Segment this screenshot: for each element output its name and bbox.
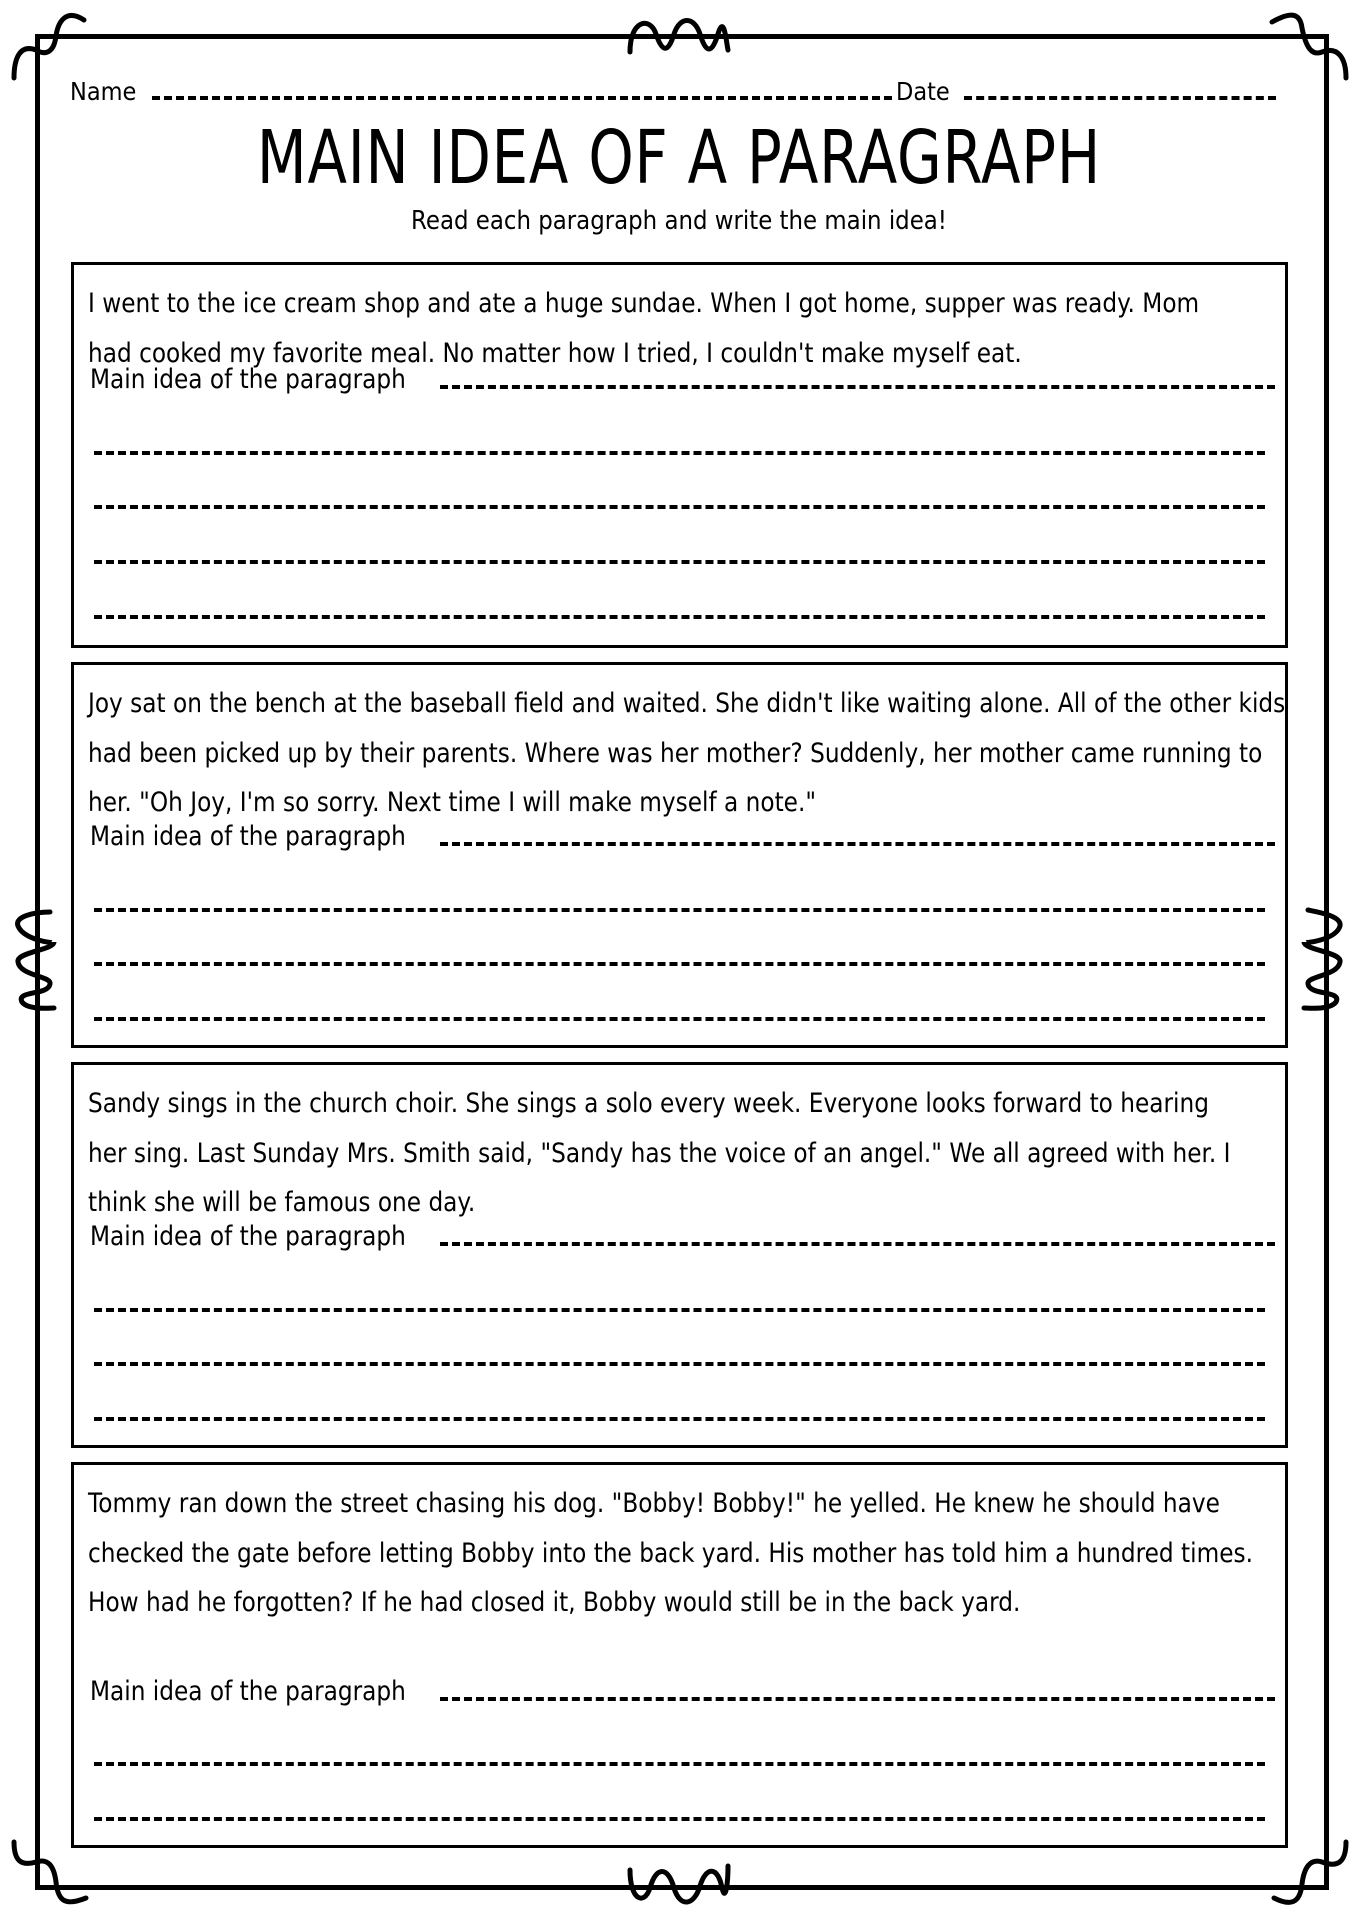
answer-line[interactable] xyxy=(94,1362,1265,1366)
date-field[interactable] xyxy=(964,96,1276,100)
answer-line[interactable] xyxy=(94,1017,1265,1021)
paragraph-box-4 xyxy=(71,1462,1288,1848)
paragraph-box-1 xyxy=(71,262,1288,648)
answer-line[interactable] xyxy=(94,962,1265,966)
answer-line[interactable] xyxy=(94,1817,1265,1821)
answer-line[interactable] xyxy=(94,451,1265,455)
paragraph-text: Sandy sings in the church choir. She sings a solo every week. Everyone looks forward to hearing her sing. Last Sunday Mrs. Smith said, "Sandy has the voice of an angel." We all agreed with her. I think she will be famous one day. xyxy=(88,1088,1231,1218)
answer-row xyxy=(90,1212,1275,1252)
paragraph-text: I went to the ice cream shop and ate a huge sundae. When I got home, supper was ready. Mom had cooked my favorite meal. No matter how I tried, I couldn't make myself eat. xyxy=(88,288,1200,369)
answer-prompt: Main idea of the paragraph xyxy=(90,364,406,395)
name-field[interactable] xyxy=(152,96,892,100)
answer-line[interactable] xyxy=(94,1308,1265,1312)
answer-row xyxy=(90,355,1275,395)
answer-prompt: Main idea of the paragraph xyxy=(90,1221,406,1252)
paragraph-box-2 xyxy=(71,662,1288,1048)
name-date-row xyxy=(70,66,1290,106)
answer-line[interactable] xyxy=(440,1697,1275,1701)
answer-prompt: Main idea of the paragraph xyxy=(90,1676,406,1707)
answer-prompt: Main idea of the paragraph xyxy=(90,821,406,852)
paragraph-box-3 xyxy=(71,1062,1288,1448)
answer-line[interactable] xyxy=(440,1242,1275,1246)
paragraph-text: Tommy ran down the street chasing his dog. "Bobby! Bobby!" he yelled. He knew he should have checked the gate before letting Bobby into the back yard. His mother has told him a hundred times. How had he forgotten? If he had closed it, Bobby would still be in the back yard. xyxy=(88,1488,1253,1618)
paragraph-text: Joy sat on the bench at the baseball field and waited. She didn't like waiting alone. All of the other kids had been picked up by their parents. Where was her mother? Suddenly, her mother came running to her. "Oh Joy, I'm so sorry. Next time I will make myself a note." xyxy=(88,688,1286,818)
answer-line[interactable] xyxy=(94,1762,1265,1766)
answer-line[interactable] xyxy=(94,560,1265,564)
answer-line[interactable] xyxy=(94,1417,1265,1421)
answer-row xyxy=(90,812,1275,852)
answer-line[interactable] xyxy=(94,505,1265,509)
instructions: Read each paragraph and write the main idea! xyxy=(411,206,947,236)
page-title: MAIN IDEA OF A PARAGRAPH xyxy=(256,115,1102,201)
name-label: Name xyxy=(70,77,137,106)
answer-line[interactable] xyxy=(94,908,1265,912)
answer-row xyxy=(90,1667,1275,1707)
answer-line[interactable] xyxy=(440,385,1275,389)
answer-line[interactable] xyxy=(440,842,1275,846)
answer-line[interactable] xyxy=(94,615,1265,619)
date-label: Date xyxy=(895,77,950,106)
